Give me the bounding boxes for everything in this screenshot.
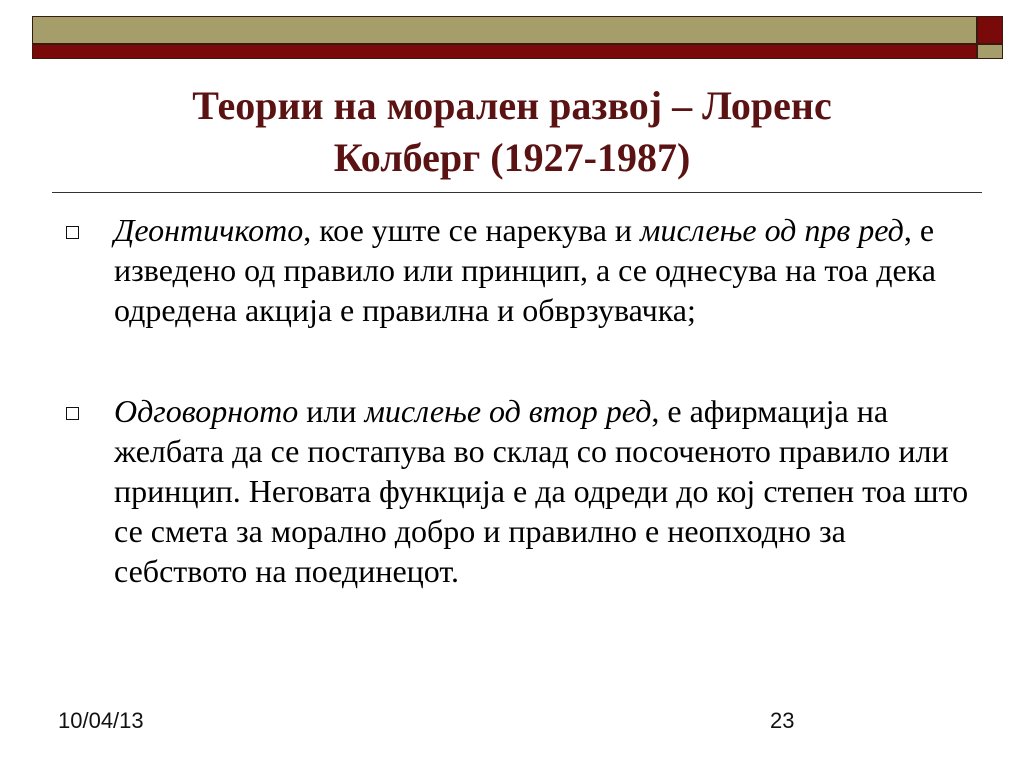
- title-divider: [52, 192, 982, 193]
- header-square-maroon: [977, 16, 1003, 44]
- term-first-order: мислење од прв ред: [640, 212, 904, 248]
- title-line-2: Колберг (1927-1987): [333, 135, 691, 180]
- header-square-olive: [977, 44, 1003, 59]
- bullet-paragraph-1: [114, 210, 974, 330]
- header-bar-maroon: [32, 44, 977, 59]
- square-bullet-icon: [66, 226, 79, 239]
- term-responsible: Одговорното: [114, 393, 299, 429]
- slide-title: [90, 80, 934, 184]
- footer-date: 10/04/13: [58, 708, 144, 733]
- square-bullet-icon: [66, 407, 79, 420]
- term-second-order: мислење од втор ред: [364, 393, 652, 429]
- bullet-2-text-b: , е афирмација на желбата да се постапува во склад со посоченото правило или принцип. Неговата функција е да одреди до кој степен тоа што се смета за морално добро и правилно е неопходно за себството на поединецот.: [114, 393, 969, 589]
- header-bar-olive: [32, 16, 977, 44]
- term-deontic: Деонтичкото: [114, 212, 304, 248]
- bullet-2-text-a: или: [298, 393, 365, 429]
- title-line-1: Теории на морален развој – Лоренс: [192, 83, 832, 128]
- slide-number: 23: [770, 708, 795, 733]
- bullet-1-text-b: , е изведено од правило или принцип, а се однесува на тоа дека одредена акција е правилна и обврзувачка;: [114, 212, 936, 328]
- bullet-1-text-a: , кое уште се нарекува и: [303, 212, 641, 248]
- bullet-paragraph-2: [114, 391, 974, 591]
